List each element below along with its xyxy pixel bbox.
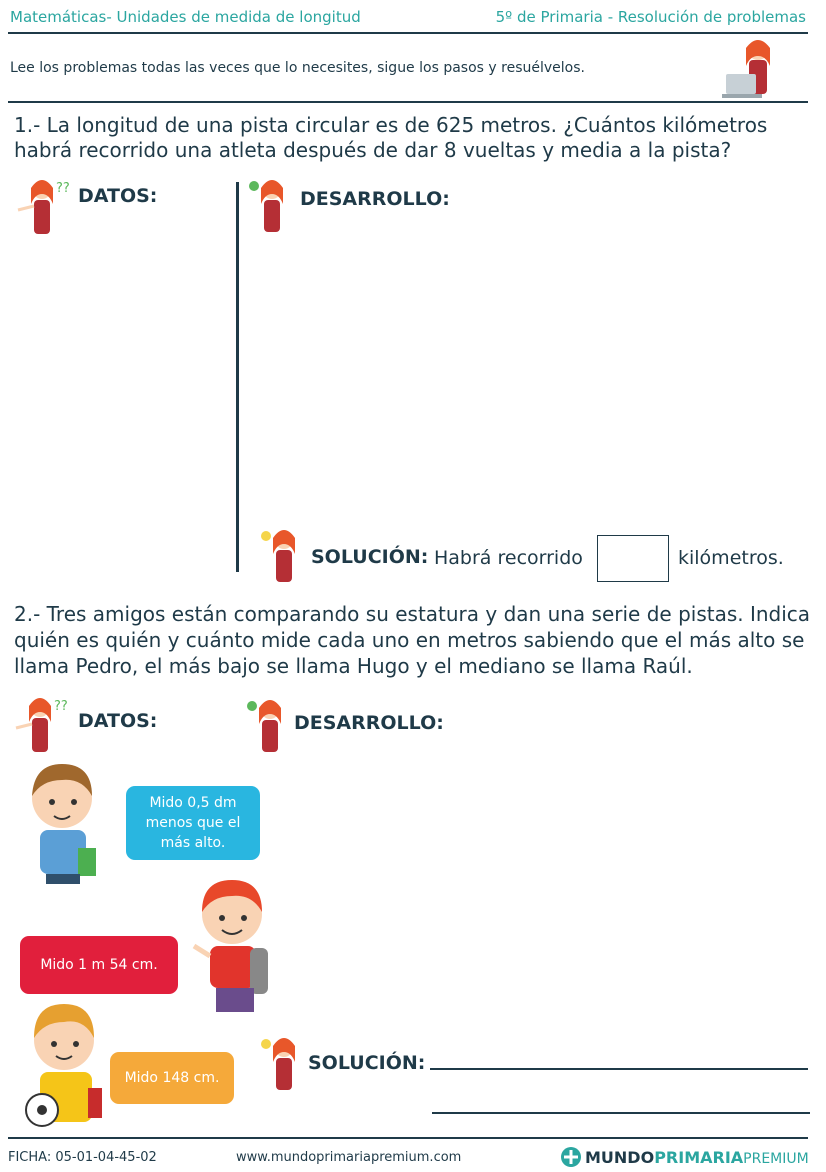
header-rule bbox=[8, 32, 808, 34]
speech-bubble-1-text: Mido 0,5 dm menos que el más alto. bbox=[145, 795, 241, 851]
teacher-laptop-icon bbox=[722, 36, 780, 102]
lightbulb-girl-icon bbox=[258, 526, 304, 584]
svg-text:??: ?? bbox=[54, 699, 68, 714]
reflecting-girl-icon bbox=[244, 176, 292, 232]
problem-1-divider bbox=[236, 182, 239, 572]
problem-1-solucion-suffix: kilómetros. bbox=[678, 547, 784, 569]
problem-1-desarrollo-label: DESARROLLO: bbox=[300, 188, 450, 210]
brand-logo-icon bbox=[560, 1146, 582, 1168]
website-url[interactable]: www.mundoprimariapremium.com bbox=[236, 1150, 462, 1165]
boy-blue-shirt-icon bbox=[22, 758, 106, 884]
problem-2-datos-label: DATOS: bbox=[78, 710, 158, 732]
footer-rule bbox=[8, 1137, 808, 1139]
thinking-girl-icon bbox=[12, 176, 74, 236]
answer-line-2[interactable] bbox=[432, 1112, 810, 1114]
brand-name bbox=[585, 1148, 809, 1167]
brand-mundo: MUNDO bbox=[585, 1148, 655, 1167]
problem-2-statement: 2.- Tres amigos están comparando su estatura y dan una serie de pistas. Indica quién es quién y cuánto mide cada uno en metros sabiendo que el más alto se llama Pedro, el más bajo se llama Hugo y el mediano se llama Raúl. bbox=[14, 602, 811, 678]
problem-1-statement: 1.- La longitud de una pista circular es de 625 metros. ¿Cuántos kilómetros habrá recorrido una atleta después de dar 8 vueltas y media a la pista? bbox=[14, 113, 768, 162]
speech-bubble-2 bbox=[20, 936, 178, 994]
problem-1-solucion-label: SOLUCIÓN: bbox=[311, 546, 429, 568]
answer-box[interactable] bbox=[597, 535, 669, 582]
speech-bubble-3 bbox=[110, 1052, 234, 1104]
brand-primaria: PRIMARIA bbox=[654, 1148, 744, 1167]
svg-text:??: ?? bbox=[56, 181, 70, 196]
boy-yellow-shirt-icon bbox=[20, 1000, 110, 1130]
problem-2-desarrollo-label: DESARROLLO: bbox=[294, 712, 444, 734]
problem-1-solucion-prefix: Habrá recorrido bbox=[434, 547, 583, 569]
lightbulb-girl-icon bbox=[258, 1034, 304, 1092]
reflecting-girl-icon bbox=[242, 696, 290, 752]
speech-bubble-2-text: Mido 1 m 54 cm. bbox=[40, 957, 158, 973]
problem-1-datos-label: DATOS: bbox=[78, 185, 158, 207]
speech-bubble-3-text: Mido 148 cm. bbox=[124, 1070, 220, 1086]
header-course: 5º de Primaria - Resolución de problemas bbox=[495, 8, 806, 26]
intro-rule bbox=[8, 101, 808, 103]
brand-premium: PREMIUM bbox=[743, 1151, 809, 1167]
header-subject: Matemáticas- Unidades de medida de longitud bbox=[10, 8, 361, 26]
problem-2-solucion-label: SOLUCIÓN: bbox=[308, 1052, 426, 1074]
thinking-girl-icon bbox=[10, 694, 72, 754]
speech-bubble-1 bbox=[126, 786, 260, 860]
answer-line-1[interactable] bbox=[430, 1068, 808, 1070]
ficha-code: FICHA: 05-01-04-45-02 bbox=[8, 1150, 157, 1165]
instructions: Lee los problemas todas las veces que lo necesites, sigue los pasos y resuélvelos. bbox=[10, 60, 585, 76]
boy-red-shirt-icon bbox=[190, 876, 272, 1014]
